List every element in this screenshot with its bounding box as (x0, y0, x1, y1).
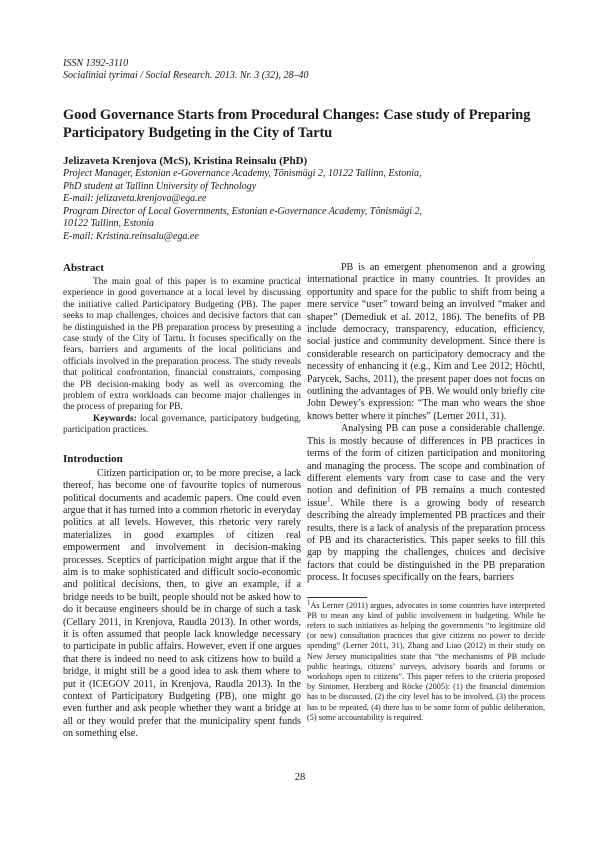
left-column (63, 262, 301, 741)
right-column (307, 262, 545, 723)
paragraph (307, 423, 545, 584)
affiliation-line: Project Manager, Estonian e-Governance Academy, Tõnismägi 2, 10122 Tallinn, Estonia, (63, 168, 422, 179)
affiliation-line: Program Director of Local Governments, Estonian e-Governance Academy, Tõnismägi 2, (63, 205, 423, 217)
authors: Jelizaveta Krenjova (McS), Kristina Reinsalu (PhD) (63, 155, 308, 167)
keywords (63, 414, 301, 437)
introduction-heading: Introduction (63, 452, 123, 465)
keywords-text: local governance, participatory budgeting, participation practices. (63, 413, 301, 436)
paragraph: PB is an emergent phenomenon and a growing international practice in many countries. It provides an opportunity and space for the public to shift from being a mere service “user” toward being an involved “maker and shaper” (Demediuk et al. 2012, 186). The benefits of PB include democracy, transparency, education, efficiency, social justice and community development. Since there is considerable research on participatory democracy and the necessity of enhancing it (e.g., Kim and Lee 2012; Höchtl, Parycek, Sachs, 2011), the present paper does not focus on outlining the advantages of PB. We would only briefly cite John Dewey’s expression: “The man who wears the shoe knows better where it pinches” (Lerner 2011, 31). (307, 262, 545, 422)
footnote-ref: 1 (327, 495, 331, 504)
keywords-label: Keywords: (93, 413, 137, 424)
introduction-section (63, 453, 301, 741)
journal-header (63, 58, 308, 82)
page-number: 28 (294, 772, 306, 783)
introduction-text: Citizen participation or, to be more precise, a lack thereof, has become one of favourite topics of numerous political documents and academic papers. One could even argue that it has turned into a common rhetoric in everyday politics at all levels. However, this rhetoric very rarely materializes in good examples of citizen real empowerment and involvement in decision-making processes. Sceptics of participation might argue that if the aim is to make sophisticated and difficult socio-economic and political decisions, then, to give an example, if a bridge needs to be built, people should not be asked how to do it because engineers should be in charge of such a task (Cellary 2011, in Krenjova, Raudla 2013). In other words, it is often assumed that people lack knowledge necessary to participate in public affairs. However, even if one argues that there is indeed no need to ask citizens how to build a bridge, it might still be a good idea to ask them where to put it (ICEGOV 2011, in Krenjova, Raudla 2013). In the context of Participatory Budgeting (PB), one might go even further and ask people whether they want a bridge at all or they would prefer that the municipality spent funds on something else. (63, 467, 301, 740)
footnote-text: As Lerner (2011) argues, advocates in some countries have interpreted PB to mean any kind of public involvement in budgeting. While he refers to such initiatives as helping the governments “to legitimize old (or new) consultation practices that give citizens no power to decide spending” (Lerner 2011, 31), Zhang and Liao (2012) in their study on New Jersey municipalities state that “the mechanisms of PB include public hearings, citizens’ surveys, advisory boards and forums or workshops open to citizens”. This paper refers to the criteria proposed by Sintomer, Herzberg and Röcke (2005): (1) the financial dimension has to be discussed, (2) the city level has to be involved, (3) the process has to be repeated, (4) there has to be some form of public deliberation, (5) some accountability is required. (307, 600, 545, 722)
affiliation-line: 10122 Tallinn, Estonia (63, 218, 155, 230)
footnote-marker: 1 (307, 597, 311, 606)
email-line: E-mail: jelizaveta.krenjova@ega.ee (63, 193, 207, 205)
email-line: E-mail: Kristina.reinsalu@ega.ee (63, 230, 199, 242)
footnote-divider (307, 597, 367, 598)
paragraph-text: . While there is a growing body of research describing the already implemented PB practices and their results, there is a lack of analysis of the preparation process of PB and its characteristics. This paper seeks to fill this gap by mapping the challenges, choices and decisive factors that could be distinguished in the PB preparation process. It focuses specifically on the fears, barriers (307, 497, 545, 584)
journal-citation: Socialiniai tyrimai / Social Research. 2013. Nr. 3 (32), 28–40 (63, 70, 309, 81)
paragraph-text: Analysing PB can pose a considerable challenge. This is mostly because of differences in PB practices in terms of the form of citizen participation and monitoring and managing the process. The scope and combination of different elements vary from case to case and the very notion and definition of PB remains a much contested issue (307, 423, 545, 509)
issn: ISSN 1392-3110 (63, 58, 129, 69)
affiliations (63, 168, 543, 244)
abstract-heading: Abstract (63, 262, 104, 274)
abstract-text: The main goal of this paper is to examine practical experience in good governance at a local level by discussing the initiative called Participatory Budgeting (PB). The paper seeks to map challenges, choices and decisive factors that can be distinguished in the PB preparation process by presenting a case study of the City of Tartu. It focuses specifically on the fears, barriers and arguments of the local politicians and officials involved in the preparation process. The study reveals that political confrontation, financial constraints, composing the PB decision-making body as well as overcoming the problem of extra workloads can become major challenges in the process of preparing for PB. (63, 277, 301, 413)
footnote (307, 597, 545, 723)
paper-title: Good Governance Starts from Procedural Changes: Case study of Preparing Participatory Budgeting in the City of Tartu (63, 107, 531, 141)
abstract-section (63, 262, 301, 437)
affiliation-line: PhD student at Tallinn University of Technology (63, 180, 257, 192)
